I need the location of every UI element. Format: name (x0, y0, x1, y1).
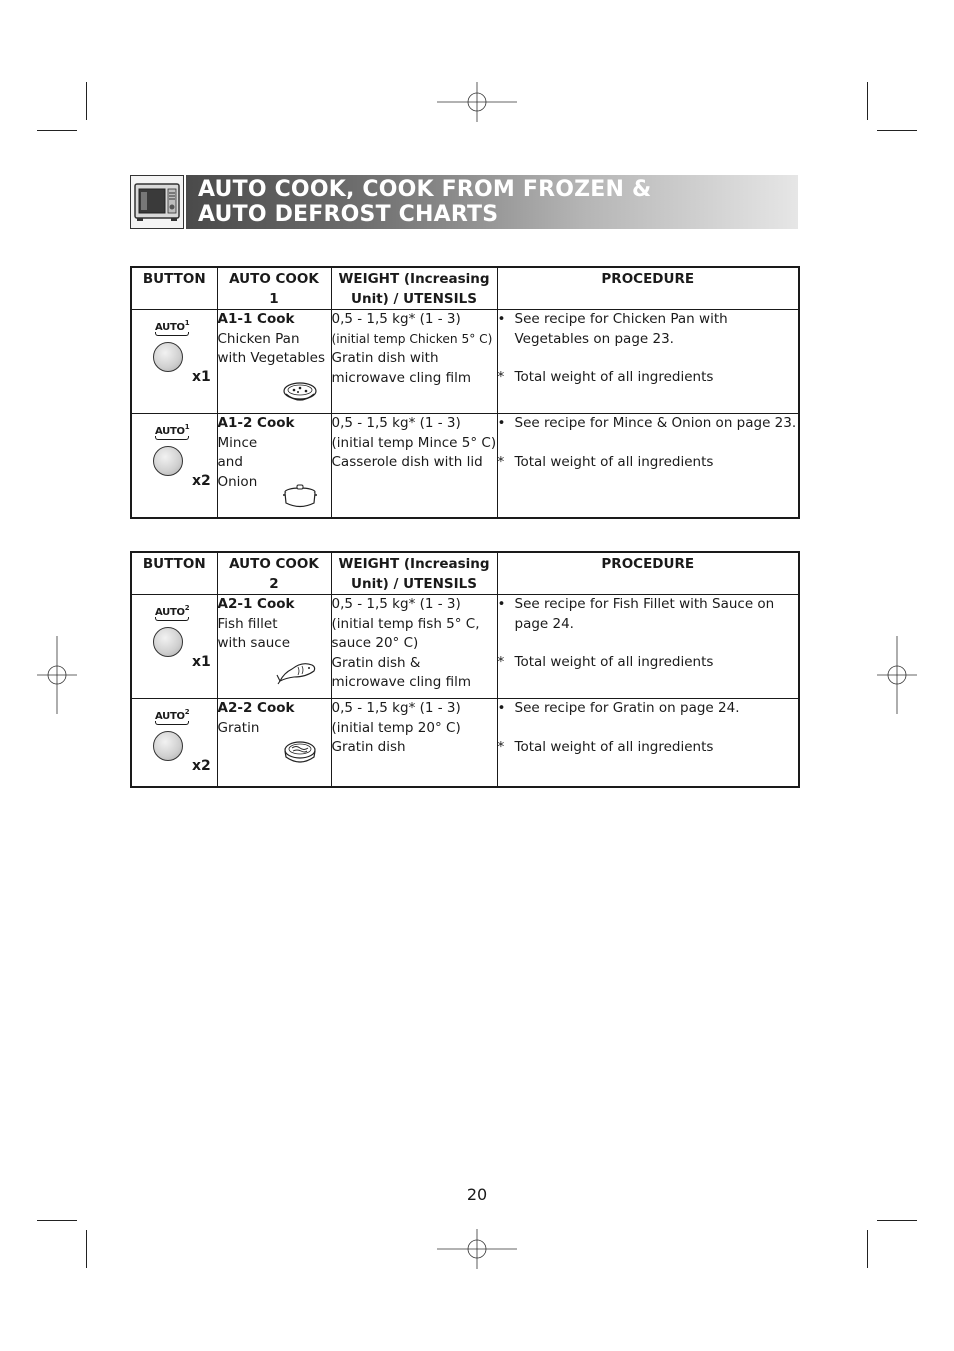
weight-range: 0,5 - 1,5 kg* (1 - 3) (331, 415, 461, 431)
crop-mark (867, 82, 868, 120)
crop-mark (37, 1220, 77, 1221)
registration-mark-icon (437, 1229, 517, 1269)
bullet: • (497, 311, 506, 327)
initial-temp: (initial temp Chicken 5° C) (331, 331, 493, 346)
crop-mark (86, 82, 87, 120)
button-cell (131, 699, 217, 787)
auto-cook-1-table (130, 266, 800, 519)
crop-mark (877, 130, 917, 131)
header-weight: WEIGHT (Increasing Unit) / UTENSILS (331, 267, 497, 310)
gratin-dish-icon (282, 739, 318, 767)
auto-cook-knob[interactable] (153, 342, 183, 372)
procedure-cell (497, 699, 799, 787)
title-line-1: AUTO COOK, COOK FROM FROZEN & (198, 177, 652, 202)
cook-description: Chicken Pan with Vegetables (217, 330, 326, 366)
casserole-dish-icon (282, 482, 318, 510)
procedure-text: See recipe for Chicken Pan with Vegetables on page 23. (514, 311, 728, 347)
cook-name: A2-1 Cook (217, 596, 295, 612)
cook-cell (217, 595, 331, 699)
press-count: x1 (192, 369, 211, 385)
utensils: Gratin dish with microwave cling film (331, 350, 471, 386)
cook-description: Gratin (217, 719, 260, 736)
cook-name: A2-2 Cook (217, 700, 295, 716)
utensils: Gratin dish (331, 739, 406, 755)
press-count: x1 (192, 654, 211, 670)
button-cell (131, 595, 217, 699)
table-row (131, 310, 799, 414)
gratin-dish-icon (282, 380, 318, 404)
cook-description: Fish fillet with sauce (217, 615, 291, 651)
procedure-text: See recipe for Gratin on page 24. (514, 700, 740, 716)
bullet: • (497, 700, 506, 716)
procedure-cell (497, 414, 799, 518)
header-button: BUTTON (131, 267, 217, 310)
crop-mark (867, 1230, 868, 1268)
weight-range: 0,5 - 1,5 kg* (1 - 3) (331, 596, 461, 612)
registration-mark-icon (37, 636, 77, 714)
auto-cook-knob[interactable] (153, 731, 183, 761)
note-marker: * (497, 654, 505, 670)
fish-icon (276, 657, 318, 685)
header-auto-cook: AUTO COOK 1 (217, 267, 331, 310)
note-marker: * (497, 369, 505, 385)
header-procedure: PROCEDURE (497, 267, 799, 310)
note-text: Total weight of all ingredients (514, 453, 714, 470)
title-line-2: AUTO DEFROST CHARTS (198, 202, 499, 227)
note-marker: * (497, 738, 505, 755)
procedure-text: See recipe for Fish Fillet with Sauce on page 24. (514, 596, 775, 632)
initial-temp: (initial temp Mince 5° C) (331, 434, 497, 451)
crop-mark (86, 1230, 87, 1268)
header-auto-cook: AUTO COOK 2 (217, 552, 331, 595)
weight-range: 0,5 - 1,5 kg* (1 - 3) (331, 311, 461, 327)
procedure-cell (497, 310, 799, 414)
note-marker: * (497, 453, 505, 470)
registration-mark-icon (877, 636, 917, 714)
auto-button-label: AUTO$^2$ (155, 711, 189, 722)
header-procedure: PROCEDURE (497, 552, 799, 595)
button-cell (131, 414, 217, 518)
weight-range: 0,5 - 1,5 kg* (1 - 3) (331, 700, 461, 716)
cook-name: A1-2 Cook (217, 415, 295, 431)
table-row (131, 414, 799, 518)
initial-temp: (initial temp fish 5° C, sauce 20° C) (331, 615, 480, 651)
note-text: Total weight of all ingredients (514, 654, 714, 670)
note-text: Total weight of all ingredients (514, 738, 714, 755)
microwave-oven-icon (130, 175, 184, 229)
cook-cell (217, 699, 331, 787)
button-cell (131, 310, 217, 414)
auto-button-label: AUTO$^2$ (155, 607, 189, 618)
bullet: • (497, 415, 506, 431)
header-weight: WEIGHT (Increasing Unit) / UTENSILS (331, 552, 497, 595)
auto-cook-2-table (130, 551, 800, 788)
crop-mark (37, 130, 77, 131)
initial-temp: (initial temp 20° C) (331, 719, 461, 736)
weight-cell (331, 699, 497, 787)
cook-name: A1-1 Cook (217, 311, 295, 327)
utensils: Gratin dish & microwave cling film (331, 654, 471, 690)
utensils: Casserole dish with lid (331, 454, 483, 470)
crop-mark (877, 1220, 917, 1221)
registration-mark-icon (437, 82, 517, 122)
press-count: x2 (192, 758, 211, 774)
press-count: x2 (192, 473, 211, 489)
auto-button-label: AUTO$^1$ (155, 426, 189, 437)
table-row (131, 595, 799, 699)
cook-description: Mince and Onion (217, 434, 258, 490)
weight-cell (331, 414, 497, 518)
table-header-row (131, 552, 799, 595)
page-title (186, 175, 798, 229)
weight-cell (331, 595, 497, 699)
procedure-cell (497, 595, 799, 699)
cook-cell (217, 310, 331, 414)
header-button: BUTTON (131, 552, 217, 595)
weight-cell (331, 310, 497, 414)
auto-cook-knob[interactable] (153, 627, 183, 657)
bullet: • (497, 596, 506, 612)
auto-button-label: AUTO$^1$ (155, 322, 189, 333)
procedure-text: See recipe for Mince & Onion on page 23. (514, 415, 797, 431)
table-header-row (131, 267, 799, 310)
cook-cell (217, 414, 331, 518)
page-number: 20 (466, 1185, 488, 1204)
table-row (131, 699, 799, 787)
note-text: Total weight of all ingredients (514, 369, 714, 385)
auto-cook-knob[interactable] (153, 446, 183, 476)
